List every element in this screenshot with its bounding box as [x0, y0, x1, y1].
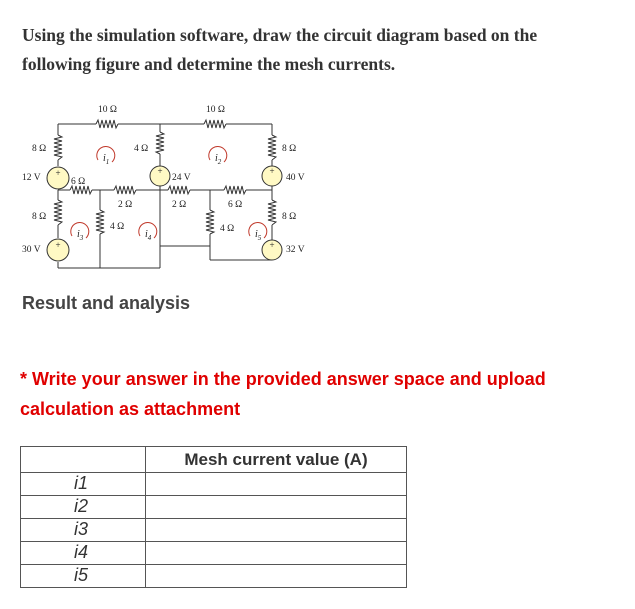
table-header-row	[21, 447, 407, 473]
section-heading: Result and analysis	[22, 293, 191, 313]
source-12v-plus: +	[55, 168, 61, 178]
label-r-right-mid: 6 Ω	[228, 200, 243, 210]
mesh-5-label: $i_5$	[255, 229, 262, 242]
label-r-center-left: 2 Ω	[118, 200, 133, 210]
label-r-center-right: 2 Ω	[172, 200, 187, 210]
label-r-top-left: 10 Ω	[98, 105, 117, 115]
answer-cell-i1[interactable]	[146, 473, 407, 496]
instruction-text: * Write your answer in the provided answer space and upload calculation as attachment	[20, 369, 546, 419]
mesh-4-label: $i_4$	[145, 229, 152, 242]
label-r-left-upper: 8 Ω	[32, 144, 47, 154]
mesh-label-i3: i3	[74, 519, 89, 539]
table-header-mesh-value: Mesh current value (A)	[146, 447, 407, 473]
label-r-right-lower-inner: 4 Ω	[220, 224, 235, 234]
table-header-empty	[21, 447, 146, 473]
mesh-label-i4: i4	[74, 542, 89, 562]
question-text	[22, 21, 622, 79]
label-v-32: 32 V	[286, 245, 305, 255]
answer-cell-i5[interactable]	[146, 565, 407, 588]
source-30v-plus: +	[55, 240, 61, 250]
mesh-3-label: $i_3$	[77, 229, 84, 242]
answer-cell-i3[interactable]	[146, 519, 407, 542]
answer-cell-i2[interactable]	[146, 496, 407, 519]
mesh-1-label: $i_1$	[103, 153, 110, 166]
mesh-label-i5: i5	[74, 565, 89, 585]
question-line-2: following figure and determine the mesh currents.	[22, 54, 396, 74]
circuit-diagram	[0, 92, 330, 282]
label-v-30: 30 V	[22, 245, 41, 255]
label-v-40: 40 V	[286, 173, 305, 183]
mesh-2-label: $i_2$	[215, 153, 222, 166]
label-r-left-mid: 6 Ω	[71, 177, 86, 187]
label-r-mid-lower: 4 Ω	[110, 222, 125, 232]
mesh-current-labels	[74, 472, 88, 587]
source-32v-plus: +	[269, 240, 275, 250]
label-v-12: 12 V	[22, 173, 41, 183]
label-v-24: 24 V	[172, 173, 191, 183]
label-r-right-upper: 8 Ω	[282, 144, 297, 154]
label-r-mid-upper: 4 Ω	[134, 144, 149, 154]
source-24v-plus: +	[157, 166, 163, 176]
source-40v-plus: +	[269, 166, 275, 176]
label-r-top-right: 10 Ω	[206, 105, 225, 115]
label-r-right-lower: 8 Ω	[282, 212, 297, 222]
mesh-label-i2: i2	[74, 496, 89, 516]
question-line-1: Using the simulation software, draw the circuit diagram based on the	[22, 25, 538, 45]
label-r-left-lower: 8 Ω	[32, 212, 47, 222]
mesh-label-i1: i1	[74, 473, 89, 493]
answer-cell-i4[interactable]	[146, 542, 407, 565]
